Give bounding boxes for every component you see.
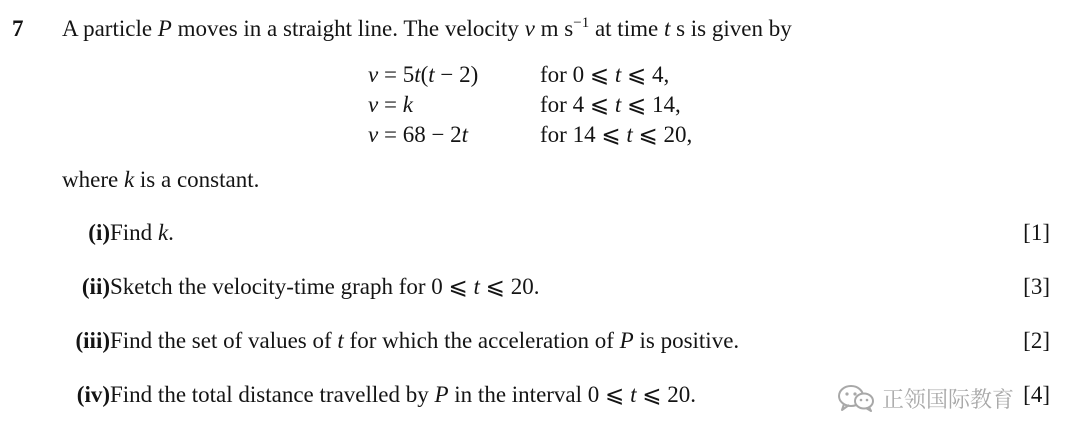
- part-marks: [2]: [1023, 328, 1050, 353]
- part-ii: [62, 274, 1050, 304]
- part-label: (ii): [81, 274, 110, 299]
- watermark: [836, 383, 1014, 413]
- part-text: Find the total distance travelled by P in the interval 0 ⩽ t ⩽ 20.: [110, 382, 696, 407]
- equation-lhs: v = k: [368, 92, 413, 117]
- equation-condition: for 0 ⩽ t ⩽ 4,: [540, 62, 670, 87]
- part-marks: [4]: [1023, 382, 1050, 407]
- part-marks: [3]: [1023, 274, 1050, 299]
- unit-exponent: −1: [573, 15, 590, 31]
- variable-v: v: [524, 16, 535, 41]
- watermark-text: 正领国际教育: [882, 387, 1015, 413]
- part-label: (iii): [75, 328, 110, 353]
- part-label: (i): [88, 220, 110, 245]
- question-stem: A particle P moves in a straight line. The velocity v m $s^{-1}$ at time t s is given by: [62, 15, 792, 41]
- constant-note: where k is a constant.: [62, 167, 260, 192]
- equation-lhs: v = 68 − 2t: [368, 122, 469, 147]
- part-label: (iv): [76, 382, 110, 407]
- equation-condition: for 14 ⩽ t ⩽ 20,: [540, 122, 693, 147]
- part-marks: [1]: [1023, 220, 1050, 245]
- wechat-icon: [836, 384, 876, 412]
- velocity-unit: m s: [534, 16, 574, 41]
- variable-t: t: [663, 16, 671, 41]
- equation-lhs: v = 5t(t − 2): [368, 62, 479, 87]
- part-i: [62, 220, 1050, 250]
- part-text: Find the set of values of t for which the acceleration of P is positive.: [110, 328, 740, 353]
- part-iii: [62, 328, 1050, 358]
- part-text: Sketch the velocity-time graph for 0 ⩽ t ⩽ 20.: [110, 274, 540, 299]
- variable-p: P: [157, 16, 172, 41]
- equation-condition: for 4 ⩽ t ⩽ 14,: [540, 92, 681, 117]
- question-number: 7: [12, 16, 24, 41]
- part-text: Find k.: [110, 220, 174, 245]
